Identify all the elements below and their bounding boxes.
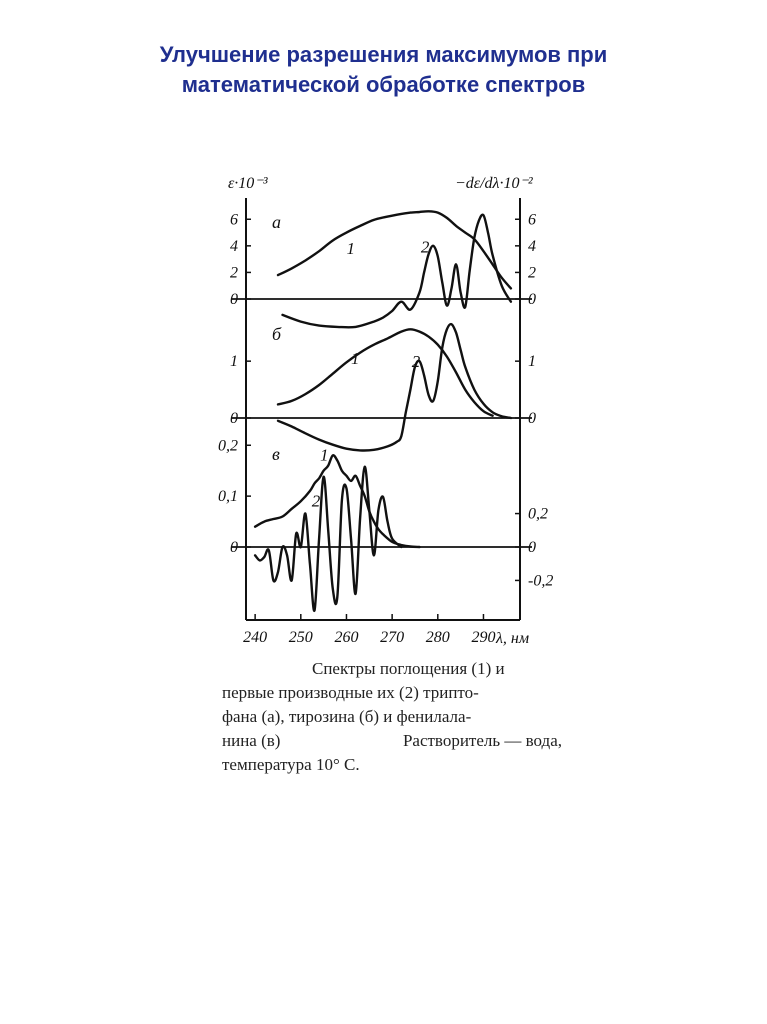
panel-0-right-tick-label-2: 4: [528, 237, 536, 255]
x-axis-label: λ, нм: [496, 630, 530, 647]
x-tick-label-5: 290: [471, 629, 496, 646]
caption-line-1: Спектры поглощения (1) и: [312, 659, 505, 678]
panel-2-curve-label-1: 1: [319, 445, 329, 465]
plot-layer: [218, 198, 553, 646]
panel-0-left-tick-label-2: 4: [230, 237, 238, 255]
panel-0-curve-label-1: 1: [346, 238, 355, 258]
left-axis-label: ε·10⁻³: [228, 175, 268, 192]
x-tick-label-2: 260: [334, 629, 359, 646]
panel-0-letter: а: [272, 212, 281, 232]
x-tick-label-3: 270: [380, 629, 405, 646]
x-tick-label-1: 250: [288, 629, 313, 646]
panel-1-series-1: [278, 329, 493, 415]
panel-1-right-tick-label-1: 1: [528, 353, 536, 371]
panel-1-letter: б: [272, 324, 282, 344]
panel-1-right-tick-label-0: 0: [528, 410, 536, 427]
panel-2-left-tick-label-0: 0: [230, 539, 238, 556]
x-tick-label-0: 240: [243, 629, 268, 646]
slide-title-line2: математической обработке спектров: [181, 72, 586, 97]
panel-2-curve-label-2: 2: [311, 491, 321, 511]
caption-line-5: температура 10° С.: [222, 755, 360, 774]
panel-0-series-2: [283, 215, 511, 328]
panel-0-right-tick-label-1: 2: [528, 264, 536, 282]
right-axis-label: −dε/dλ·10⁻²: [455, 175, 533, 192]
panel-2-letter: в: [272, 444, 280, 464]
panel-0-series-1: [278, 211, 511, 288]
x-tick-label-4: 280: [425, 629, 450, 646]
caption-line-4: [222, 729, 562, 753]
panel-2-right-tick-label-2: 0,2: [528, 505, 548, 523]
panel-1-left-tick-label-1: 1: [230, 353, 238, 371]
panel-2-series-1: [255, 455, 419, 547]
panel-0-curve-label-2: 2: [420, 237, 430, 257]
panel-2-left-tick-label-1: 0,1: [218, 488, 238, 506]
caption-line-3: фана (а), тирозина (б) и фенилала-: [222, 707, 472, 726]
slide-title-line1: Улучшение разрешения максимумов при: [159, 42, 608, 67]
caption-line-4-end: Растворитель — вода,: [402, 731, 562, 750]
panel-1-left-tick-label-0: 0: [230, 410, 238, 427]
caption-line-2: первые производные их (2) трипто-: [222, 683, 479, 702]
panel-0-right-tick-label-3: 6: [528, 211, 536, 229]
panel-0-left-tick-label-1: 2: [230, 264, 238, 282]
panel-1-curve-label-2: 2: [411, 351, 421, 371]
panel-2-right-tick-label-1: 0: [528, 539, 536, 556]
figure-caption: [222, 657, 562, 777]
panel-1-series-2: [278, 324, 511, 450]
panel-2-right-tick-label-0: -0,2: [528, 572, 554, 590]
panel-0-left-tick-label-0: 0: [230, 291, 238, 308]
panel-1-curve-label-1: 1: [351, 349, 360, 368]
panel-0-left-tick-label-3: 6: [230, 211, 238, 229]
caption-line-4-start: нина (в): [222, 731, 281, 750]
panel-0-right-tick-label-0: 0: [528, 291, 536, 308]
panel-2-series-2: [255, 467, 401, 611]
panel-2-left-tick-label-2: 0,2: [218, 437, 238, 455]
